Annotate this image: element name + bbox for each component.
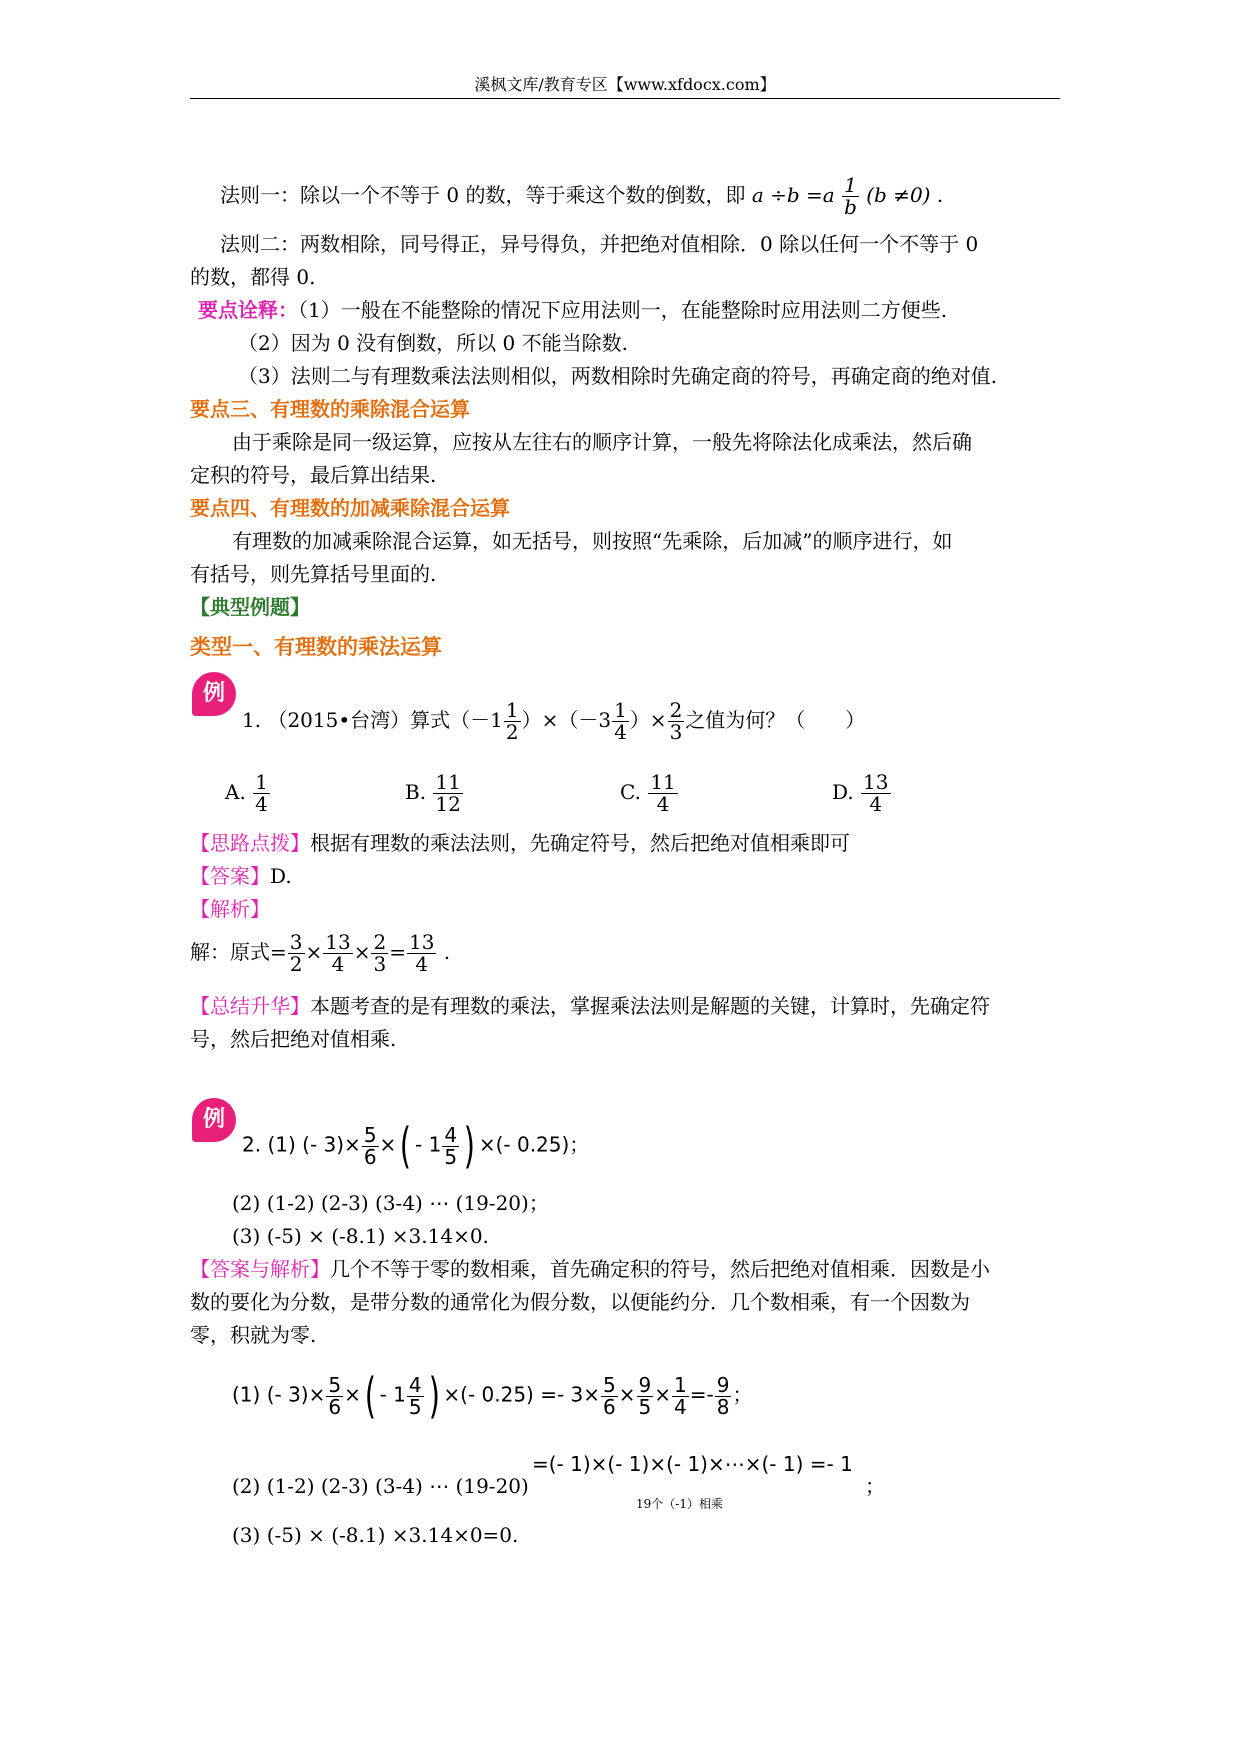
sol-den: 4 [331, 952, 345, 976]
rule1-condition: (b ≠0) [866, 183, 931, 207]
answer-analysis-label: 【答案与解析】 [190, 1257, 330, 1281]
paren-right: ) [463, 1118, 476, 1174]
s1-a: (- 3)× [266, 1382, 326, 1407]
summary-text: 本题考查的是有理数的乘法，掌握乘法法则是解题的关键，计算时，先确定符 [310, 994, 990, 1018]
s1-den: 8 [716, 1394, 730, 1419]
examples-title: 【典型例题】 [190, 595, 310, 619]
ex1-answer [190, 860, 1070, 893]
ex2-q2: (2) (1-2) (2-3) (3-4) ⋯ (19-20)； [232, 1191, 549, 1215]
sol-den: 2 [289, 952, 303, 976]
summary-label: 【总结升华】 [190, 994, 310, 1018]
ex1-frac1 [504, 700, 521, 743]
ex1-summary-line1 [190, 990, 1070, 1023]
rule1-line [220, 175, 1100, 218]
solution-end: . [443, 940, 451, 964]
s1-num: 1 [674, 1372, 687, 1397]
option-label: C. [620, 780, 641, 804]
example2-badge [192, 1098, 236, 1142]
s1-num: 9 [716, 1372, 730, 1397]
ex1-frac2-num: 1 [614, 698, 627, 722]
point4-title: 要点四、有理数的加减乘除混合运算 [190, 496, 510, 520]
ex2-s2-end: ； [865, 1474, 885, 1498]
option-label: D. [832, 780, 854, 804]
sol-num: 13 [408, 930, 435, 954]
ex1-mid2: ）× [629, 708, 667, 732]
ex1-frac2-den: 4 [614, 720, 627, 744]
solution-prefix: 解：原式= [190, 940, 287, 964]
ex1-frac3-num: 2 [669, 698, 683, 722]
ex2-q3: (3) (-5) × (-8.1) ×3.14×0. [232, 1224, 489, 1248]
note-item2: （2）因为 0 没有倒数，所以 0 不能当除数. [238, 331, 628, 355]
s1-den: 6 [603, 1394, 616, 1419]
ex2-al-line3: 零，积就为零. [190, 1323, 317, 1347]
hint-label: 【思路点拨】 [190, 831, 310, 855]
s1-den: 5 [638, 1394, 652, 1419]
s1-prefix: (1) [232, 1382, 261, 1407]
sol-num: 2 [373, 930, 387, 954]
paren-left: ( [400, 1118, 412, 1174]
answer-label: 【答案】 [190, 864, 270, 888]
paren-right: ) [428, 1368, 440, 1424]
ex2-s3: (3) (-5) × (-8.1) ×3.14×0=0. [232, 1523, 519, 1547]
q1-den: 5 [444, 1144, 458, 1169]
rule1-end: . [936, 183, 944, 207]
q1-prefix: 2. (1) [242, 1132, 296, 1157]
s1-den: 6 [328, 1394, 342, 1419]
hint-text: 根据有理数的乘法法则，先确定符号，然后把绝对值相乘即可 [310, 831, 850, 855]
s1-num: 5 [603, 1372, 616, 1397]
ex1-hint [190, 827, 1070, 860]
ex1-frac3-den: 3 [669, 720, 683, 744]
ex1-option-b[interactable] [405, 772, 464, 815]
s1-num: 4 [408, 1372, 422, 1397]
q1-num: 4 [444, 1122, 458, 1147]
ex2-al-line2: 数的要化为分数，是带分数的通常化为假分数，以便能约分．几个数相乘，有一个因数为 [190, 1290, 970, 1314]
ex2-al-line1 [190, 1253, 1070, 1286]
note-item3: （3）法则二与有理数乘法法则相似，两数相除时先确定商的符号，再确定商的绝对值. [238, 364, 998, 388]
option-num: 13 [863, 770, 889, 794]
s1-c: - 1 [379, 1382, 406, 1407]
rule1-fraction [842, 175, 859, 218]
s1-b: × [344, 1382, 361, 1407]
type1-title: 类型一、有理数的乘法运算 [190, 634, 442, 659]
s1-d: ×(- 0.25) =- 3× [443, 1382, 601, 1407]
option-num: 11 [650, 770, 676, 794]
ex1-prefix: 1. （2015•台湾）算式（－1 [242, 708, 503, 732]
option-den: 4 [255, 792, 268, 816]
s1-den: 5 [408, 1394, 422, 1419]
option-num: 11 [435, 770, 461, 794]
q1-num: 5 [363, 1122, 377, 1147]
ex1-option-d[interactable] [832, 772, 892, 815]
note-line1 [198, 294, 1078, 327]
ex2-s2-formula: =(- 1)×(- 1)×(- 1)×⋯×(- 1) =- 1 [532, 1452, 853, 1476]
ex1-option-c[interactable] [620, 772, 679, 815]
point3-title: 要点三、有理数的乘除混合运算 [190, 397, 470, 421]
ex1-suffix: 之值为何？（ ） [685, 708, 866, 732]
ex1-option-a[interactable] [225, 772, 271, 815]
rule1-prefix: 法则一：除以一个不等于 0 的数，等于乘这个数的倒数，即 [220, 183, 746, 207]
option-label: A. [225, 780, 246, 804]
ex1-frac2 [612, 700, 629, 743]
sol-den: 4 [415, 952, 429, 976]
rule2-line2: 的数，都得 0. [190, 265, 316, 289]
header-rule [190, 98, 1060, 99]
page-header: 溪枫文库/教育专区【www.xfdocx.com】 [474, 75, 776, 94]
q1-a: (- 3)× [302, 1132, 361, 1157]
option-den: 4 [869, 792, 883, 816]
note-label: 要点诠释： [198, 298, 298, 322]
answer-text: D. [270, 864, 292, 888]
option-label: B. [405, 780, 427, 804]
note-item1: （1）一般在不能整除的情况下应用法则一，在能整除时应用法则二方便些. [298, 298, 948, 322]
point4-line2: 有括号，则先算括号里面的. [190, 562, 437, 586]
ex2-q1 [242, 1118, 1122, 1174]
rule2-line1: 法则二：两数相除，同号得正，异号得负，并把绝对值相除．0 除以任何一个不等于 0 [220, 232, 979, 256]
point3-line2: 定积的符号，最后算出结果. [190, 463, 437, 487]
option-den: 4 [656, 792, 670, 816]
s1-g: =- [689, 1382, 714, 1407]
ex2-s1 [232, 1368, 1112, 1424]
ex1-analysis-label: 【解析】 [190, 897, 270, 921]
q1-den: 6 [363, 1144, 377, 1169]
paren-left: ( [364, 1368, 376, 1424]
ex1-solution: 解：原式= $\frac{3}{2}$ × $\frac{13}{4}$ × $\frac{2}{3}$ = $\frac{13}{4}$ . [190, 930, 451, 976]
answer-analysis-text: 几个不等于零的数相乘，首先确定积的符号，然后把绝对值相乘．因数是小 [330, 1257, 990, 1281]
example1-badge [192, 672, 236, 716]
sol-num: 13 [325, 930, 351, 954]
rule1-frac-den: b [844, 195, 857, 219]
s1-f: × [654, 1382, 672, 1407]
point4-line1: 有理数的加减乘除混合运算，如无括号，则按照“先乘除，后加减”的顺序进行，如 [232, 529, 953, 553]
s1-num: 5 [328, 1372, 342, 1397]
option-den: 12 [435, 792, 461, 816]
q1-b: × [379, 1132, 397, 1157]
rule1-formula: a ÷b =a [751, 183, 835, 207]
option-num: 1 [255, 770, 268, 794]
s1-end: ； [732, 1382, 753, 1407]
q1-end: ； [569, 1132, 590, 1157]
q1-d: ×(- 0.25) [478, 1132, 570, 1157]
sol-num: 3 [289, 930, 303, 954]
s2-prefix: (2) (1-2) (2-3) (3-4) ⋯ (19-20) [232, 1474, 529, 1498]
example-badge-icon: 例 [192, 1098, 236, 1142]
point3-line1: 由于乘除是同一级运算，应按从左往右的顺序计算，一般先将除法化成乘法，然后确 [232, 430, 972, 454]
ex1-mid1: ）×（－3 [521, 708, 612, 732]
example-badge-icon: 例 [192, 672, 236, 716]
ex1-frac3 [668, 700, 685, 743]
sol-den: 3 [373, 952, 387, 976]
s1-den: 4 [674, 1394, 687, 1419]
ex1-frac1-num: 1 [505, 698, 519, 722]
ex1-frac1-den: 2 [505, 720, 519, 744]
s1-num: 9 [638, 1372, 652, 1397]
ex1-summary-line2: 号，然后把绝对值相乘. [190, 1027, 397, 1051]
ex1-question [242, 700, 1122, 743]
s1-e: × [618, 1382, 636, 1407]
rule1-frac-num: 1 [842, 175, 859, 197]
ex2-s2-under: 19个（-1）相乘 [636, 1497, 723, 1511]
q1-c: - 1 [415, 1132, 442, 1157]
